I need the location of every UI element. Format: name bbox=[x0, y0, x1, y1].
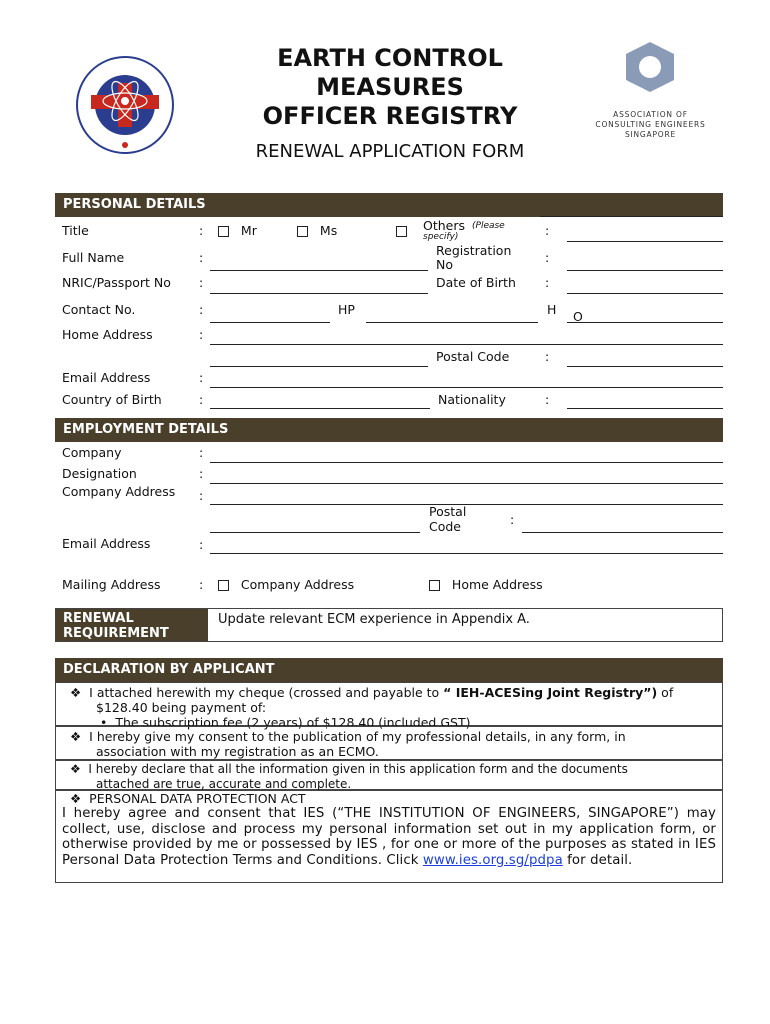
colon: : bbox=[199, 327, 204, 342]
colon: : bbox=[199, 537, 204, 552]
pdpa-link[interactable]: www.ies.org.sg/pdpa bbox=[422, 852, 563, 868]
pdpa-section bbox=[55, 790, 723, 883]
nric-field[interactable] bbox=[210, 293, 428, 294]
colon: : bbox=[199, 302, 204, 317]
colon: : bbox=[510, 512, 515, 527]
renewal-box bbox=[55, 608, 723, 642]
diamond-bullet-icon: ❖ bbox=[70, 685, 90, 700]
email-label: Email Address bbox=[62, 370, 151, 385]
colon: : bbox=[199, 392, 204, 407]
pdpa-end: for detail. bbox=[567, 852, 633, 868]
full-name-label: Full Name bbox=[62, 250, 125, 265]
ies-logo bbox=[75, 55, 175, 155]
nationality-field[interactable] bbox=[567, 408, 723, 409]
checkbox-home-address[interactable] bbox=[429, 580, 440, 591]
ho-label-2: O bbox=[573, 309, 583, 324]
aces-logo bbox=[588, 40, 713, 145]
colon: : bbox=[199, 275, 204, 290]
title-option-mr[interactable] bbox=[218, 223, 257, 238]
form-title-1: EARTH CONTROL bbox=[277, 44, 503, 72]
employment-details-heading: EMPLOYMENT DETAILS bbox=[55, 418, 723, 442]
contact-label: Contact No. bbox=[62, 302, 136, 317]
company-address-field-2[interactable] bbox=[210, 532, 420, 533]
item1-pre: I attached herewith my cheque (crossed and payable to bbox=[89, 685, 444, 700]
checkbox-company-address[interactable] bbox=[218, 580, 229, 591]
title-option-others[interactable] bbox=[396, 223, 407, 238]
colon: : bbox=[199, 250, 204, 265]
employment-postal-label-2: Code bbox=[429, 519, 462, 534]
mailing-address-label: Mailing Address bbox=[62, 577, 161, 592]
colon: : bbox=[199, 445, 204, 460]
declaration-item-1 bbox=[55, 682, 723, 730]
registration-no-label-2: No bbox=[436, 257, 453, 272]
colon: : bbox=[199, 370, 204, 385]
renewal-heading bbox=[56, 609, 208, 641]
colon: : bbox=[545, 349, 550, 364]
country-of-birth-field[interactable] bbox=[210, 408, 430, 409]
company-label: Company bbox=[62, 445, 122, 460]
mailing-option-company[interactable] bbox=[218, 577, 354, 592]
item1-line2: $128.40 being payment of: bbox=[96, 700, 267, 715]
pdpa-body: I hereby agree and consent that IES (“THE INSTITUTION OF ENGINEERS, SINGAPORE”) may collect, use, disclose and process my personal information set out in my application form, or otherwise provided by me or possessed by IES , for one or more of the purposes as stated in IES Personal Data Protection Terms and Conditions. Click bbox=[62, 806, 716, 868]
colon: : bbox=[199, 223, 204, 238]
aces-logo-text-2: CONSULTING ENGINEERS bbox=[595, 120, 706, 129]
colon: : bbox=[199, 466, 204, 481]
declaration-item-2 bbox=[55, 726, 723, 760]
contact-field[interactable] bbox=[210, 322, 330, 323]
diamond-bullet-icon: ❖ bbox=[70, 791, 90, 806]
hp-label: HP bbox=[338, 302, 355, 317]
full-name-field[interactable] bbox=[210, 270, 428, 271]
item1-post: of bbox=[657, 685, 674, 700]
ho-label-1: H bbox=[547, 302, 557, 317]
country-of-birth-label: Country of Birth bbox=[62, 392, 162, 407]
form-title-3: OFFICER REGISTRY bbox=[262, 102, 518, 130]
colon: : bbox=[545, 250, 550, 265]
bullet-icon: • bbox=[100, 715, 116, 730]
checkbox-others[interactable] bbox=[396, 226, 407, 237]
home-address-field-1[interactable] bbox=[210, 344, 723, 345]
please-specify-1: (Please bbox=[472, 221, 505, 231]
item2-line2: association with my registration as an ECMO. bbox=[96, 744, 379, 759]
dob-field[interactable] bbox=[567, 293, 723, 294]
declaration-item-3 bbox=[55, 760, 723, 790]
nationality-label: Nationality bbox=[438, 392, 506, 407]
declaration-heading: DECLARATION BY APPLICANT bbox=[55, 658, 723, 682]
item1-sub: The subscription fee (2 years) of $128.40 (included GST) bbox=[115, 715, 471, 730]
company-address-option-label: Company Address bbox=[240, 577, 355, 592]
employment-email-label: Email Address bbox=[62, 536, 151, 551]
colon: : bbox=[545, 275, 550, 290]
colon: : bbox=[545, 223, 550, 238]
designation-label: Designation bbox=[62, 466, 137, 481]
renewal-text: Update relevant ECM experience in Appendix A. bbox=[218, 612, 530, 627]
employment-email-field[interactable] bbox=[210, 553, 723, 554]
item1-bold: “ IEH-ACESing Joint Registry”) bbox=[443, 685, 658, 700]
diamond-bullet-icon: ❖ bbox=[70, 762, 89, 776]
company-field[interactable] bbox=[210, 462, 723, 463]
renewal-heading-1: RENEWAL bbox=[63, 611, 134, 626]
diamond-bullet-icon: ❖ bbox=[70, 729, 90, 744]
nric-label: NRIC/Passport No bbox=[62, 275, 171, 290]
colon: : bbox=[199, 488, 204, 503]
pdpa-text bbox=[62, 806, 716, 868]
item3-line1: I hereby declare that all the information given in this application form and the documents bbox=[88, 762, 628, 776]
renewal-heading-2: REQUIREMENT bbox=[63, 626, 169, 641]
postal-code-field[interactable] bbox=[567, 366, 723, 367]
title-label: Title bbox=[62, 223, 89, 238]
home-address-label: Home Address bbox=[62, 327, 153, 342]
hp-field[interactable] bbox=[366, 322, 538, 323]
checkbox-ms[interactable] bbox=[297, 226, 308, 237]
please-specify-2: specify) bbox=[423, 232, 459, 242]
company-address-label: Company Address bbox=[62, 484, 176, 499]
form-title-2: MEASURES bbox=[316, 73, 464, 101]
designation-field[interactable] bbox=[210, 483, 723, 484]
aces-logo-text-3: SINGAPORE bbox=[624, 130, 677, 139]
title-option-ms[interactable] bbox=[297, 223, 337, 238]
others-label: Others bbox=[423, 218, 466, 233]
others-field-underline[interactable] bbox=[567, 241, 723, 242]
email-field[interactable] bbox=[210, 387, 723, 388]
employment-postal-field[interactable] bbox=[522, 532, 723, 533]
registration-no-field[interactable] bbox=[567, 270, 723, 271]
item2-line1: I hereby give my consent to the publication of my professional details, in any form, in bbox=[89, 729, 626, 744]
aces-logo-text-1: ASSOCIATION OF bbox=[613, 110, 688, 119]
ho-field[interactable] bbox=[567, 322, 723, 323]
mr-label: Mr bbox=[240, 223, 257, 238]
colon: : bbox=[545, 392, 550, 407]
registration-no-label-1: Registration bbox=[436, 243, 512, 258]
mailing-option-home[interactable] bbox=[429, 577, 543, 592]
form-subtitle: RENEWAL APPLICATION FORM bbox=[255, 141, 525, 162]
others-field[interactable] bbox=[540, 216, 723, 217]
dob-label: Date of Birth bbox=[436, 275, 516, 290]
home-address-field-2[interactable] bbox=[210, 366, 428, 367]
company-address-field-1[interactable] bbox=[210, 504, 723, 505]
colon: : bbox=[199, 577, 204, 592]
item3-line2: attached are true, accurate and complete. bbox=[96, 777, 352, 791]
home-address-option-label: Home Address bbox=[451, 577, 543, 592]
personal-details-heading: PERSONAL DETAILS bbox=[55, 193, 723, 217]
employment-postal-label-1: Postal bbox=[429, 504, 467, 519]
ms-label: Ms bbox=[319, 223, 338, 238]
checkbox-mr[interactable] bbox=[218, 226, 229, 237]
pdpa-heading: PERSONAL DATA PROTECTION ACT bbox=[89, 791, 306, 806]
postal-code-label: Postal Code bbox=[436, 349, 510, 364]
